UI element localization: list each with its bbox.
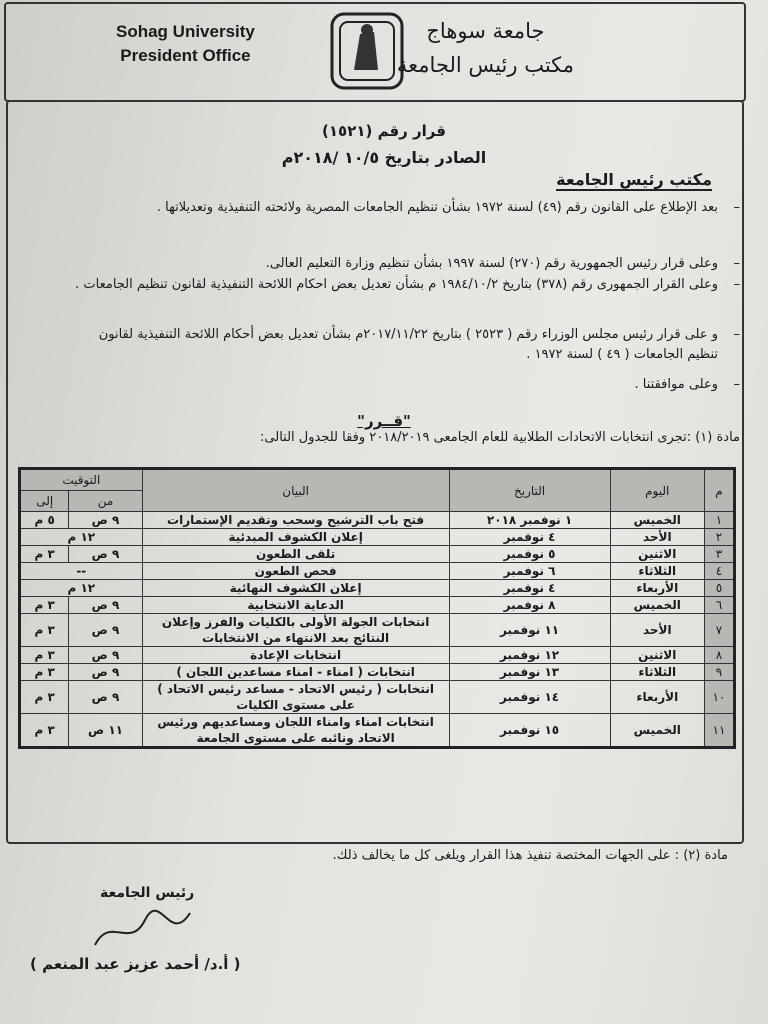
row-date: ٤ نوفمبر: [449, 580, 610, 597]
row-time-to: ٣ م: [20, 597, 69, 614]
row-time-to: ٣ م: [20, 546, 69, 563]
row-date: ١٥ نوفمبر: [449, 714, 610, 748]
row-number: ١: [705, 512, 735, 529]
row-time-from: ٩ ص: [69, 664, 142, 681]
row-number: ١٠: [705, 681, 735, 714]
row-time-from: ١١ ص: [69, 714, 142, 748]
preamble-item: – وعلى موافقتنا .: [68, 375, 718, 395]
row-number: ١١: [705, 714, 735, 748]
row-day: الخميس: [610, 714, 704, 748]
row-number: ٨: [705, 647, 735, 664]
table-row: [20, 546, 735, 563]
row-time: ١٢ م: [20, 580, 143, 597]
row-time-from: ٩ ص: [69, 597, 142, 614]
row-date: ٨ نوفمبر: [449, 597, 610, 614]
row-day: الأربعاء: [610, 681, 704, 714]
preamble-item: – و على قرار رئيس مجلس الوزراء رقم ( ٢٥٢٣ ) بتاريخ ٢٠١٧/١١/٢٢م بشأن تعديل بعض أحكام اللائحة التنفيذية لقانون تنظيم الجامعات ( ٤٩ ) لسنة ١٩٧٢ .: [68, 325, 718, 365]
col-desc: البيان: [142, 469, 449, 512]
row-description: إعلان الكشوف المبدئية: [142, 529, 449, 546]
row-description: فتح باب الترشيح وسحب وتقديم الإستمارات: [142, 512, 449, 529]
row-day: الثلاثاء: [610, 563, 704, 580]
row-day: الأربعاء: [610, 580, 704, 597]
university-name-en: Sohag University: [116, 22, 255, 41]
table-row: [20, 580, 735, 597]
decree-date: الصادر بتاريخ ١٠/٥ /٢٠١٨م: [281, 148, 487, 167]
decides-heading: "قــرر": [357, 412, 411, 430]
row-description: إعلان الكشوف النهائية: [142, 580, 449, 597]
office-name-ar: مكتب رئيس الجامعة: [396, 53, 574, 77]
preamble-item: – وعلى قرار رئيس الجمهورية رقم (٢٧٠) لسنة ١٩٩٧ بشأن تنظيم وزارة التعليم العالى.: [68, 254, 718, 274]
col-to: إلى: [20, 491, 69, 512]
row-description: انتخابات ( رئيس الاتحاد - مساعد رئيس الاتحاد ) على مستوى الكليات: [142, 681, 449, 714]
row-number: ٩: [705, 664, 735, 681]
row-date: ٤ نوفمبر: [449, 529, 610, 546]
row-number: ٤: [705, 563, 735, 580]
row-time-from: ٩ ص: [69, 614, 142, 647]
row-date: ٦ نوفمبر: [449, 563, 610, 580]
university-seal-logo: [326, 10, 408, 92]
row-time-to: ٣ م: [20, 647, 69, 664]
article-2: مادة (٢) : على الجهات المختصة تنفيذ هذا القرار ويلغى كل ما يخالف ذلك.: [332, 848, 728, 863]
table-row: [20, 512, 735, 529]
row-number: ٦: [705, 597, 735, 614]
preamble-item: – بعد الإطلاع على القانون رقم (٤٩) لسنة ١٩٧٢ بشأن تنظيم الجامعات المصرية ولائحته التنفيذية وتعديلاتها .: [68, 198, 718, 218]
row-description: انتخابات الجولة الأولى بالكليات والفرز وإعلان النتائج بعد الانتهاء من الانتخابات: [142, 614, 449, 647]
table-row: [20, 714, 735, 748]
row-day: الاثنين: [610, 647, 704, 664]
signatory-name: ( أ.د/ أحمد عزيز عبد المنعم ): [30, 955, 241, 973]
row-description: انتخابات ( امناء - امناء مساعدين اللجان ): [142, 664, 449, 681]
row-number: ٥: [705, 580, 735, 597]
row-number: ٧: [705, 614, 735, 647]
col-num: م: [705, 469, 735, 512]
row-description: انتخابات امناء وامناء اللجان ومساعديهم ورئيس الاتحاد ونائبه على مستوى الجامعة: [142, 714, 449, 748]
row-number: ٢: [705, 529, 735, 546]
row-date: ١١ نوفمبر: [449, 614, 610, 647]
row-time-from: ٩ ص: [69, 647, 142, 664]
signatory-title: رئيس الجامعة: [100, 885, 195, 901]
handwritten-signature: [90, 905, 200, 955]
office-name-en: President Office: [120, 46, 251, 65]
row-time-from: ٩ ص: [69, 681, 142, 714]
preamble-item: – وعلى القرار الجمهورى رقم (٣٧٨) بتاريخ ١٩٨٤/١٠/٢ م بشأن تعديل بعض احكام اللائحة التنفيذية لقانون تنظيم الجامعات .: [68, 275, 718, 295]
article-1: مادة (١) :تجرى انتخابات الاتحادات الطلابية للعام الجامعى ٢٠١٨/٢٠١٩ وفقا للجدول التالى:: [260, 430, 740, 445]
row-time-from: ٩ ص: [69, 512, 142, 529]
row-date: ٥ نوفمبر: [449, 546, 610, 563]
col-date: التاريخ: [449, 469, 610, 512]
table-row: [20, 664, 735, 681]
table-row: [20, 597, 735, 614]
table-row: [20, 681, 735, 714]
issuing-office: مكتب رئيس الجامعة: [556, 170, 712, 189]
row-description: تلقى الطعون: [142, 546, 449, 563]
col-timing: التوقيت: [20, 469, 143, 491]
row-day: الخميس: [610, 597, 704, 614]
row-day: الاثنين: [610, 546, 704, 563]
row-time-to: ٣ م: [20, 614, 69, 647]
letterhead: [4, 2, 746, 102]
row-time-to: ٣ م: [20, 681, 69, 714]
row-day: الأحد: [610, 529, 704, 546]
election-schedule-table: [18, 467, 736, 749]
row-time: --: [20, 563, 143, 580]
row-date: ١٤ نوفمبر: [449, 681, 610, 714]
row-description: الدعاية الانتخابية: [142, 597, 449, 614]
row-time-to: ٥ م: [20, 512, 69, 529]
row-time-to: ٣ م: [20, 664, 69, 681]
table-row: [20, 529, 735, 546]
row-description: انتخابات الإعادة: [142, 647, 449, 664]
col-from: من: [69, 491, 142, 512]
row-date: ١٣ نوفمبر: [449, 664, 610, 681]
col-day: اليوم: [610, 469, 704, 512]
row-number: ٣: [705, 546, 735, 563]
table-row: [20, 563, 735, 580]
letterhead-arabic: [397, 14, 574, 82]
row-date: ١ نوفمبر ٢٠١٨: [449, 512, 610, 529]
decree-number: قرار رقم (١٥٢١): [322, 122, 446, 140]
row-day: الثلاثاء: [610, 664, 704, 681]
letterhead-english: [116, 20, 255, 68]
row-time-to: ٣ م: [20, 714, 69, 748]
row-time-from: ٩ ص: [69, 546, 142, 563]
university-name-ar: جامعة سوهاج: [426, 19, 545, 43]
row-time: ١٢ م: [20, 529, 143, 546]
row-description: فحص الطعون: [142, 563, 449, 580]
row-day: الخميس: [610, 512, 704, 529]
row-day: الأحد: [610, 614, 704, 647]
table-row: [20, 647, 735, 664]
table-row: [20, 614, 735, 647]
row-date: ١٢ نوفمبر: [449, 647, 610, 664]
